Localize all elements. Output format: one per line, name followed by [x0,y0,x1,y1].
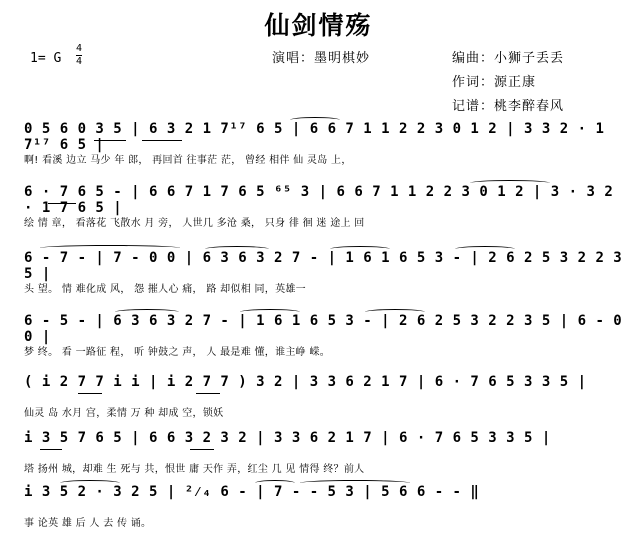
lyric-line-6: 塔 扬州 城，却难 生 死与 共，恨世 庸 天作 弄，红尘 几 见 情得 终？前人 [24,464,365,475]
composer-credit: 编曲：小狮子丢丢 [452,51,565,66]
slur [365,309,425,315]
slur [455,246,515,252]
beam [78,393,102,394]
time-signature [76,44,82,67]
score-row-2 [0,184,637,238]
score-row-3 [0,250,637,304]
slur [470,180,550,186]
beam [196,393,220,394]
slur [255,480,295,486]
lyric-line-3: 头 望。 情 难化成 风， 怨 摧人心 痛， 路 却似相 同，英雄一 [24,284,306,295]
score-row-5 [0,374,637,428]
notation-line-2: 6 · 7 6 5 - | 6 6 7 1 7 6 5 ⁶⁵ 3 | 6 6 7 1 1 2 2 3 0 1 2 | 3 · 3 2 · 1 7 6 5 | [24,184,614,216]
slur [40,245,180,251]
lyric-line-5: 仙灵 岛 水月 宫，柔情 万 种 却成 空，锁妖 [24,408,224,419]
slur [60,480,120,486]
slur [205,246,269,252]
beam [190,449,214,450]
slur [290,117,340,123]
slur [300,480,410,486]
notation-line-3: 6 - 7 - | 7 - 0 0 | 6 3 6 3 2 7 - | 1 6 1 6 5 3 - | 2 6 2 5 3 2 2 3 5 | [24,250,623,282]
notation-line-6: i 3 5 7 6 5 | 6 6 3 2 3 2 | 3 3 6 2 1 7 | 6 · 7 6 5 3 3 5 | [24,430,551,446]
slur [330,246,390,252]
singer-credit: 演唱：墨明棋妙 [272,51,371,66]
beam [94,140,126,141]
beam [142,140,182,141]
song-title: 仙剑情殇 [264,11,373,40]
lyricist-credit: 作词：源正康 [452,75,537,90]
notation-line-5: ( i 2 7 7 i i | i 2 7 7 ) 3 2 | 3 3 6 2 1 7 | 6 · 7 6 5 3 3 5 | [24,374,587,390]
score-row-6 [0,430,637,484]
slur [240,309,300,315]
lyric-line-7: 事 论英 雄 后 人 去 传 诵。 [24,518,152,529]
meter-bottom: 4 [76,56,83,67]
key-signature: 1= G [30,51,62,66]
lyric-line-2: 绘 情 章， 看落花 飞散水 月 旁， 人世几 多沧 桑， 只身 徘 徊 迷 途上 回 [24,218,365,229]
score-row-1 [0,121,637,175]
lyric-line-1: 啊! 看溪 边立 马少 年 郎， 再回首 往事茫 茫， 曾经 相伴 仙 灵岛 上， [24,155,352,166]
beam [40,449,62,450]
slur [115,309,179,315]
notation-line-7: i 3 5 2 · 3 2 5 | ²⁄₄ 6 - | 7 - - 5 3 | 5 6 6 - - ‖ [24,484,480,500]
meter-top: 4 [76,43,83,54]
beam [48,203,76,204]
lyric-line-4: 梦 终。 看 一路征 程， 听 钟鼓之 声， 人 最是难 懂，谁主峥 嵘。 [24,347,331,358]
notation-line-4: 6 - 5 - | 6 3 6 3 2 7 - | 1 6 1 6 5 3 - | 2 6 2 5 3 2 2 3 5 | 6 - 0 0 | [24,313,623,345]
score-row-7 [0,484,637,538]
score-row-4 [0,313,637,367]
notation-line-1: 0 5 6 0 3 5 | 6 3 2 1 7¹⁷ 6 5 | 6 6 7 1 1 2 2 3 0 1 2 | 3 3 2 · 1 7¹⁷ 6 5 | [24,121,605,153]
transcriber-credit: 记谱：桃李醉春风 [452,99,565,114]
